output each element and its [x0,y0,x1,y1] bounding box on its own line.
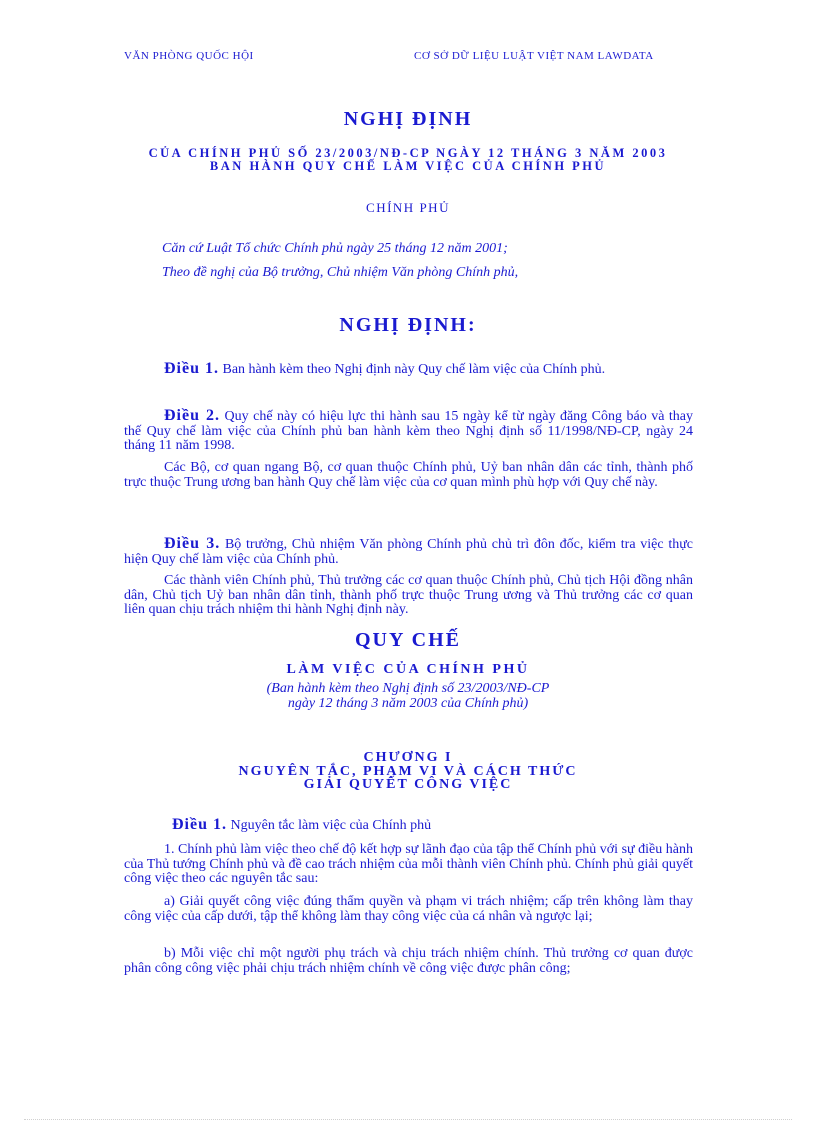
article-1 [124,362,693,378]
document-subtitle-line-2: BAN HÀNH QUY CHẾ LÀM VIỆC CỦA CHÍNH PHỦ [209,159,607,173]
chapter-1-article-1-clause-1: 1. Chính phủ làm việc theo chế độ kết hợp sự lãnh đạo của tập thể Chính phủ với sự điều hành của Thủ tướng Chính phủ và đề cao trách nhiệm của mỗi thành viên Chính phủ. Chính phủ giải quyết công việc theo các nguyên tắc sau: [124,842,693,886]
decree-heading: NGHỊ ĐỊNH: [339,314,477,336]
chapter-title-line-2: GIẢI QUYẾT CÔNG VIỆC [303,777,513,792]
document-title: NGHỊ ĐỊNH [343,108,473,130]
page-bottom-divider [24,1119,792,1120]
chapter-1-article-1-point-a: a) Giải quyết công việc đúng thẩm quyền và phạm vi trách nhiệm; cấp trên không làm thay công việc của cấp dưới, tập thể không làm thay công việc của cá nhân và ngược lại; [124,894,693,924]
chapter-1-article-1 [124,818,693,834]
chapter-title-line-1: NGUYÊN TẮC, PHẠM VI VÀ CÁCH THỨC [238,764,578,779]
article-1-text: Ban hành kèm theo Nghị định này Quy chế làm việc của Chính phủ. [222,362,606,377]
regulation-note-2: ngày 12 tháng 3 năm 2003 của Chính phủ) [287,696,529,711]
legal-basis-1: Căn cứ Luật Tổ chức Chính phủ ngày 25 tháng 12 năm 2001; [162,241,508,256]
header-right: CƠ SỞ DỮ LIỆU LUẬT VIỆT NAM LAWDATA [414,50,654,62]
article-2-label: Điều 2. [164,407,220,424]
chapter-1-article-1-point-b: b) Mỗi việc chỉ một người phụ trách và chịu trách nhiệm chính. Thủ trưởng cơ quan được phân công công việc phải chịu trách nhiệm chính về công việc được phân công; [124,946,693,976]
regulation-note-1: (Ban hành kèm theo Nghị định số 23/2003/NĐ-CP [266,681,550,696]
regulation-title: QUY CHẾ [354,629,462,651]
issuing-authority: CHÍNH PHỦ [366,200,450,215]
article-2-paragraph-2: Các Bộ, cơ quan ngang Bộ, cơ quan thuộc Chính phủ, Uỷ ban nhân dân các tỉnh, thành phố trực thuộc Trung ương ban hành Quy chế làm việc của cơ quan mình phù hợp với Quy chế này. [124,460,693,490]
regulation-subtitle: LÀM VIỆC CỦA CHÍNH PHỦ [286,662,530,677]
header-left: VĂN PHÒNG QUỐC HỘI [124,50,254,62]
article-2-text: Quy chế này có hiệu lực thi hành sau 15 ngày kể từ ngày đăng Công báo và thay thế Quy chế làm việc của Chính phủ ban hành kèm theo Nghị định số 11/1998/NĐ-CP, ngày 24 tháng 11 năm 1998. [124,409,694,453]
article-1-label: Điều 1. [164,360,219,377]
chapter-number: CHƯƠNG I [363,750,453,765]
article-3 [124,537,693,567]
article-3-paragraph-2: Các thành viên Chính phủ, Thủ trưởng các cơ quan thuộc Chính phủ, Chủ tịch Hội đồng nhân dân, Chủ tịch Uỷ ban nhân dân tỉnh, thành phố trực thuộc Trung ương và Thủ trưởng các cơ quan liên quan chịu trách nhiệm thi hành Nghị định này. [124,573,693,617]
chapter-1-article-1-label: Điều 1. [172,816,227,833]
legal-basis-2: Theo đề nghị của Bộ trưởng, Chủ nhiệm Văn phòng Chính phủ, [162,265,519,280]
article-3-label: Điều 3. [164,535,221,552]
article-3-text: Bộ trưởng, Chủ nhiệm Văn phòng Chính phủ chủ trì đôn đốc, kiểm tra việc thực hiện Quy chế làm việc của Chính phủ. [124,537,694,567]
document-subtitle-line-1: CỦA CHÍNH PHỦ SỐ 23/2003/NĐ-CP NGÀY 12 THÁNG 3 NĂM 2003 [148,146,668,160]
chapter-1-article-1-title: Nguyên tắc làm việc của Chính phủ [230,818,432,833]
article-2 [124,409,693,454]
